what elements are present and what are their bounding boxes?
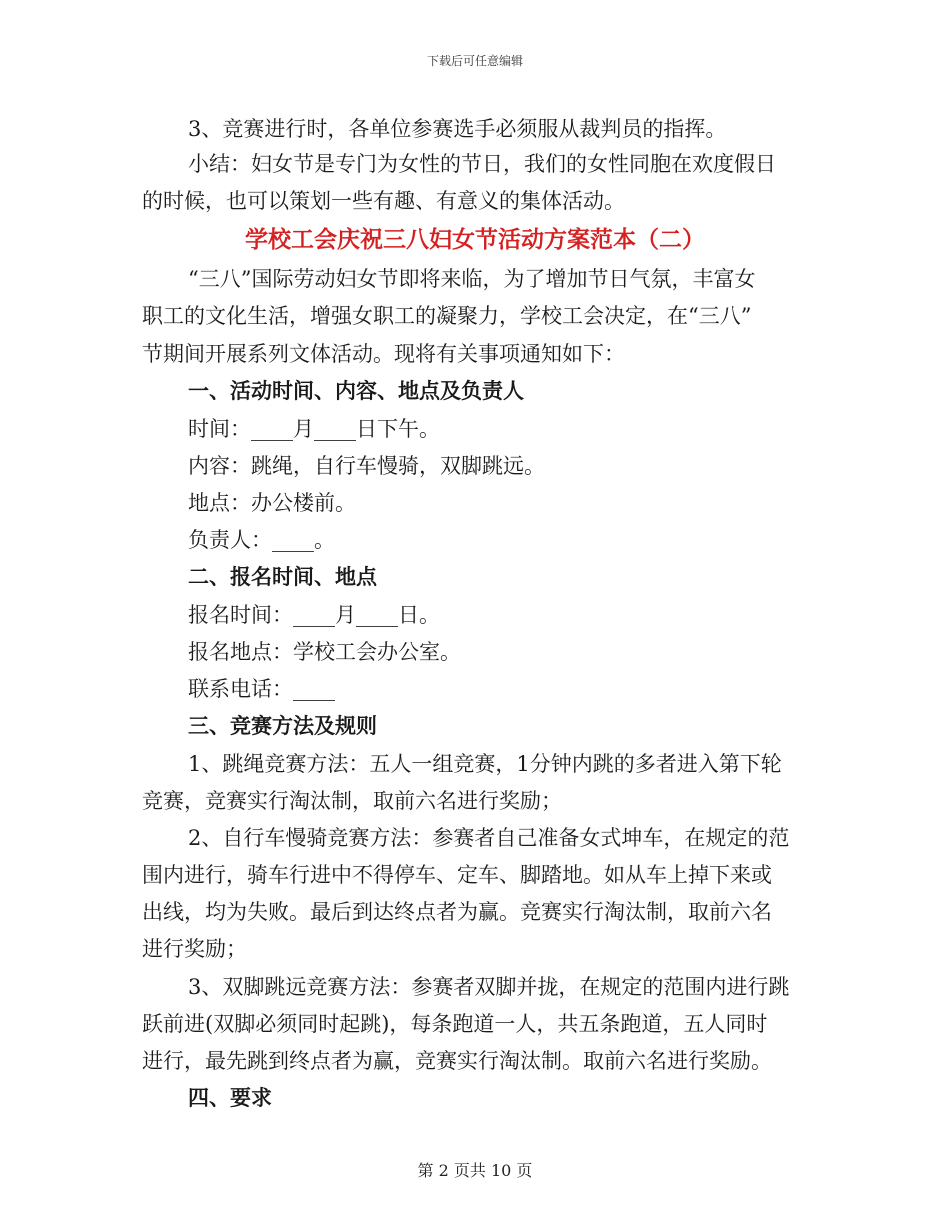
section-title: 学校工会庆祝三八妇女节活动方案范本（二）: [245, 226, 705, 253]
paragraph-line: “三八”国际劳动妇女节即将来临，为了增加节日气氛，丰富女: [188, 267, 756, 291]
paragraph-line: 小结：妇女节是专门为女性的节日，我们的女性同胞在欢度假日: [188, 152, 776, 176]
section-heading: 三、竞赛方法及规则: [188, 713, 377, 738]
paragraph-line: 联系电话：____: [188, 677, 335, 701]
paragraph-line: 竞赛，竞赛实行淘汰制，取前六名进行奖励；: [142, 789, 562, 813]
paragraph-line: 职工的文化生活，增强女职工的凝聚力，学校工会决定，在“三八”: [142, 304, 752, 328]
paragraph-line: 进行奖励；: [142, 937, 247, 961]
paragraph-line: 出线，均为失败。最后到达终点者为赢。竞赛实行淘汰制，取前六名: [142, 900, 772, 924]
paragraph-line: 地点：办公楼前。: [188, 491, 356, 515]
paragraph-line: 时间：____月____日下午。: [188, 417, 440, 441]
section-heading: 四、要求: [188, 1085, 272, 1110]
paragraph-line: 2、自行车慢骑竞赛方法：参赛者自己准备女式坤车，在规定的范: [188, 826, 790, 850]
paragraph-line: 3、双脚跳远竞赛方法：参赛者双脚并拢，在规定的范围内进行跳: [188, 975, 790, 999]
paragraph-line: 内容：跳绳，自行车慢骑，双脚跳远。: [188, 454, 545, 478]
section-heading: 二、报名时间、地点: [188, 564, 377, 589]
paragraph-line: 3、竞赛进行时，各单位参赛选手必须服从裁判员的指挥。: [188, 117, 727, 141]
page-number: 第 2 页共 10 页: [417, 1161, 533, 1180]
paragraph-line: 跃前进(双脚必须同时起跳)，每条跑道一人，共五条跑道，五人同时: [142, 1012, 768, 1036]
paragraph-line: 负责人：____。: [188, 528, 335, 552]
page-header: 下载后可任意编辑: [426, 54, 523, 68]
paragraph-line: 报名地点：学校工会办公室。: [188, 640, 461, 664]
paragraph-line: 节期间开展系列文体活动。现将有关事项通知如下：: [142, 342, 625, 366]
paragraph-line: 进行，最先跳到终点者为赢，竞赛实行淘汰制。取前六名进行奖励。: [142, 1049, 772, 1073]
section-heading: 一、活动时间、内容、地点及负责人: [188, 378, 524, 403]
paragraph-line: 围内进行，骑车行进中不得停车、定车、脚踏地。如从车上掉下来或: [142, 863, 772, 887]
paragraph-line: 的时候，也可以策划一些有趣、有意义的集体活动。: [142, 189, 625, 213]
paragraph-line: 1、跳绳竞赛方法：五人一组竞赛，1分钟内跳的多者进入第下轮: [188, 752, 782, 776]
paragraph-line: 报名时间：____月____日。: [188, 603, 440, 627]
